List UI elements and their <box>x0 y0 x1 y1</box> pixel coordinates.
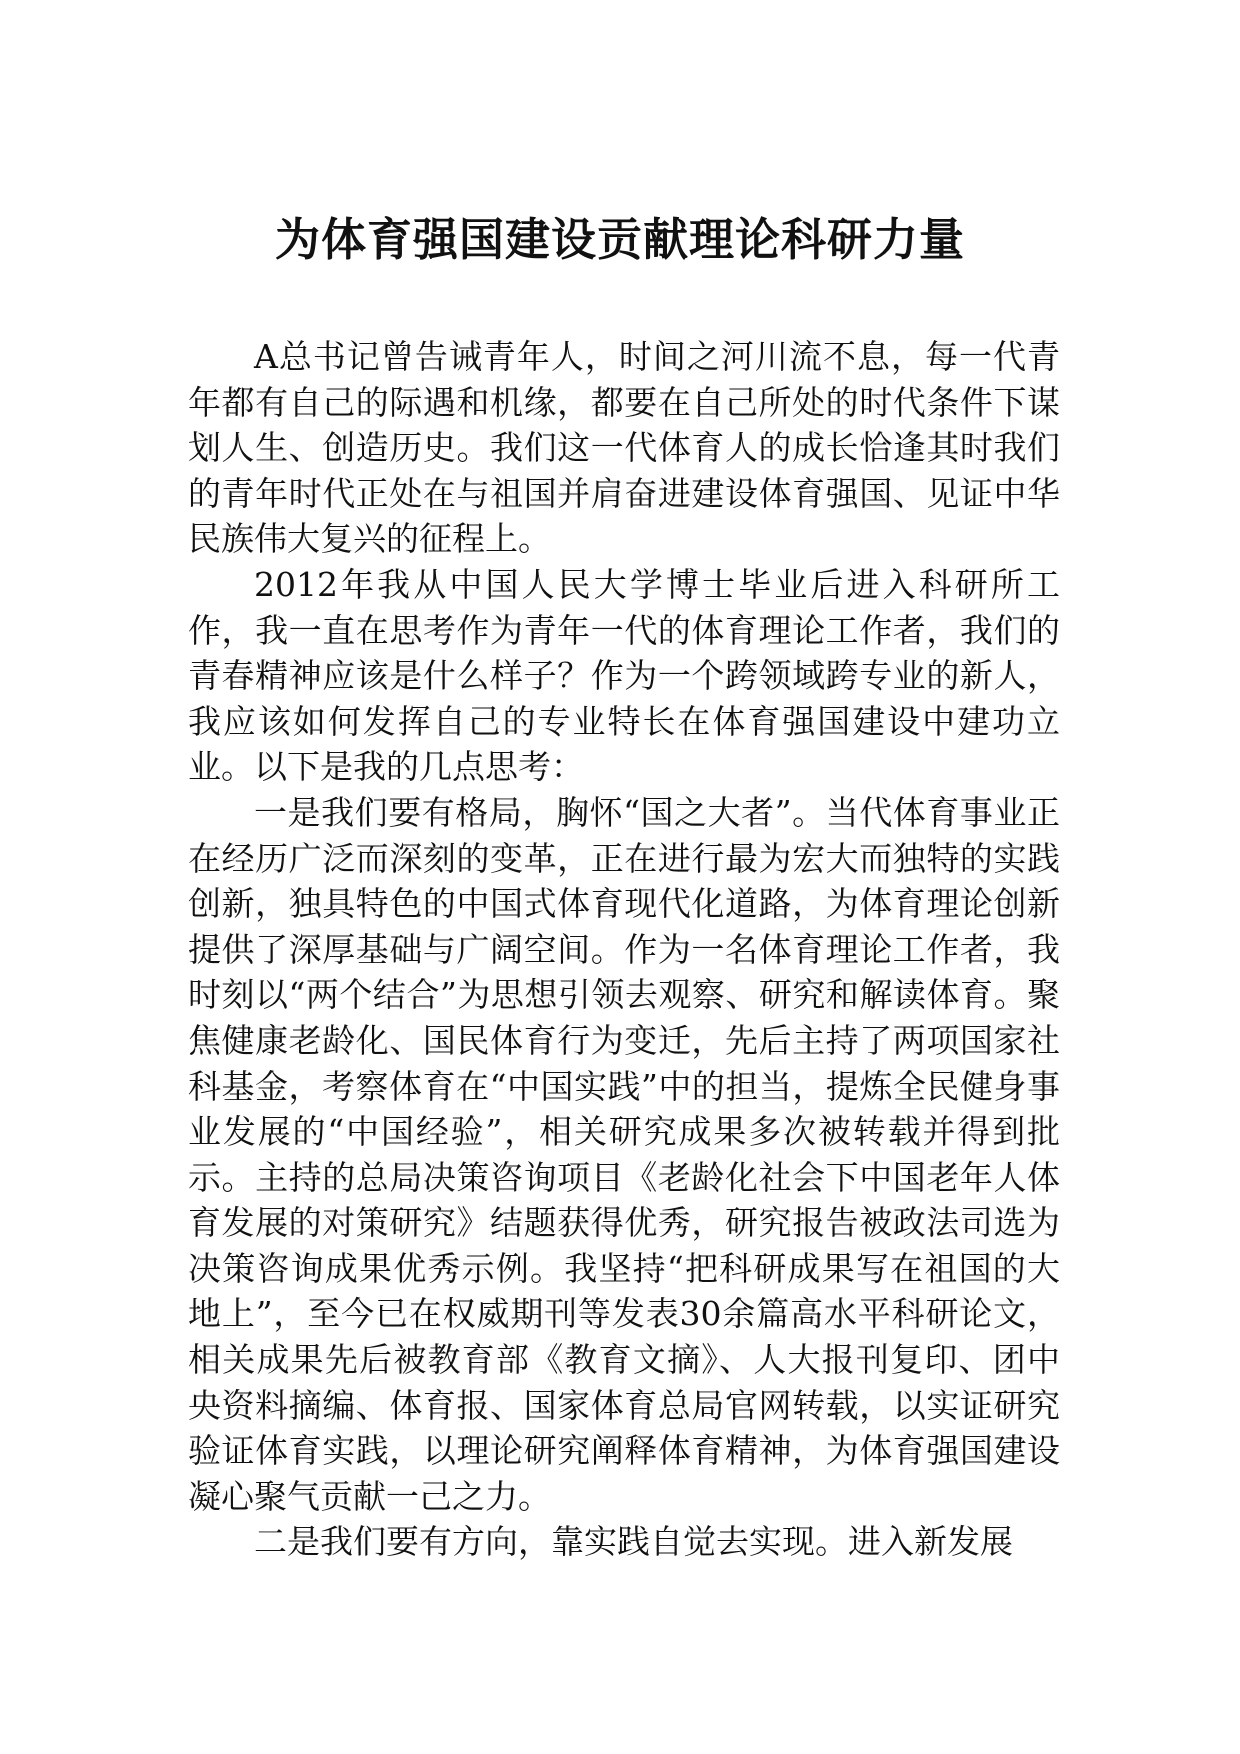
document-title: 为体育强国建设贡献理论科研力量 <box>274 213 965 266</box>
paragraph-4: 二是我们要有方向，靠实践自觉去实现。进入新发展 <box>254 1522 1013 1562</box>
paragraph-3: 一是我们要有格局，胸怀“国之大者”。当代体育事业正在经历广泛而深刻的变革，正在进行最为宏大而独特的实践创新，独具特色的中国式体育现代化道路，为体育理论创新提供了深厚基础与广阔空间。作为一名体育理论工作者，我时刻以“两个结合”为思想引领去观察、研究和解读体育。聚焦健康老龄化、国民体育行为变迁，先后主持了两项国家社科基金，考察体育在“中国实践”中的担当，提炼全民健身事业发展的“中国经验”，相关研究成果多次被转载并得到批示。主持的总局决策咨询项目《老龄化社会下中国老年人体育发展的对策研究》结题获得优秀，研究报告被政法司选为决策咨询成果优秀示例。我坚持“把科研成果写在祖国的大地上”，至今已在权威期刊等发表30余篇高水平科研论文，相关成果先后被教育部《教育文摘》、人大报刊复印、团中央资料摘编、体育报、国家体育总局官网转载，以实证研究验证体育实践，以理论研究阐释体育精神，为体育强国建设凝心聚气贡献一己之力。 <box>188 792 1060 1516</box>
paragraph-1: A总书记曾告诫青年人，时间之河川流不息，每一代青年都有自己的际遇和机缘，都要在自己所处的时代条件下谋划人生、创造历史。我们这一代体育人的成长恰逢其时我们的青年时代正处在与祖国并肩奋进建设体育强国、见证中华民族伟大复兴的征程上。 <box>188 337 1060 559</box>
document-body <box>188 334 1060 1565</box>
paragraph-2: 2012年我从中国人民大学博士毕业后进入科研所工作，我一直在思考作为青年一代的体育理论工作者，我们的青春精神应该是什么样子？作为一个跨领域跨专业的新人，我应该如何发挥自己的专业特长在体育强国建设中建功立业。以下是我的几点思考： <box>188 564 1060 787</box>
